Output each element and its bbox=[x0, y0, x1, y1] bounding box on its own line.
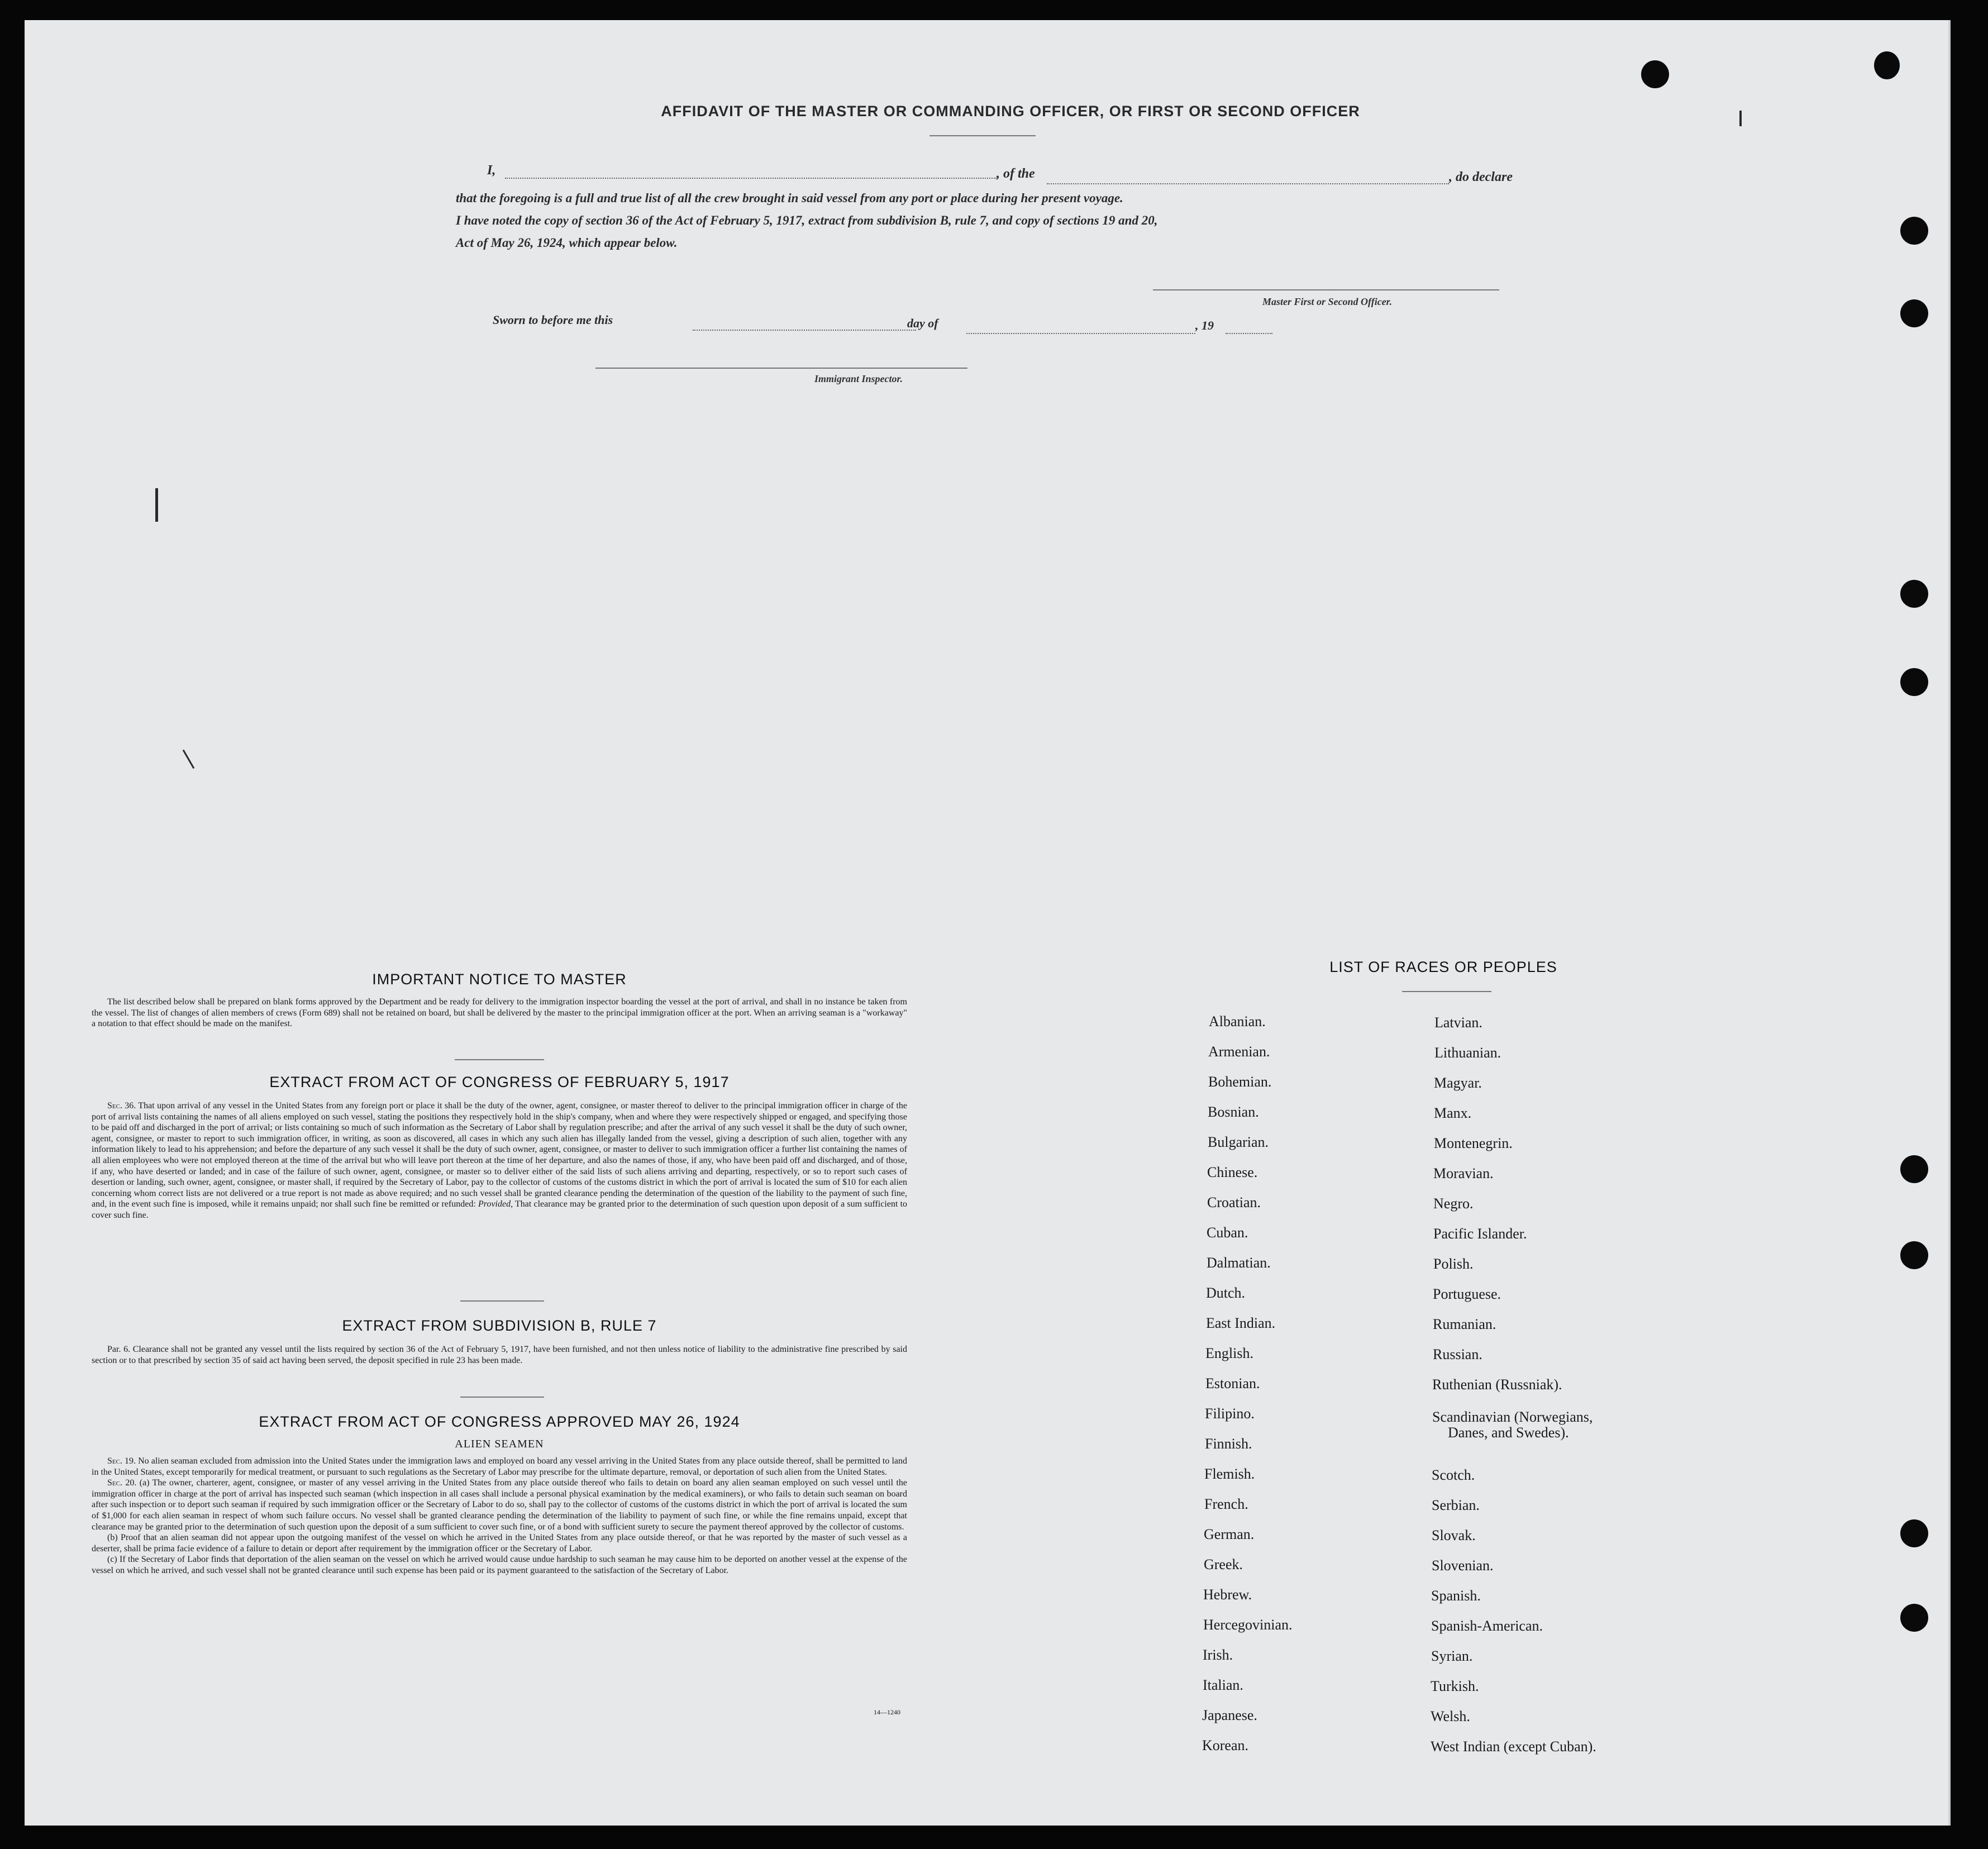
race-left-item: Japanese. bbox=[1202, 1707, 1257, 1723]
race-right-item: Portuguese. bbox=[1433, 1286, 1501, 1302]
alien-seamen-subtitle: ALIEN SEAMEN bbox=[455, 1438, 544, 1450]
race-left-item: Finnish. bbox=[1205, 1436, 1252, 1452]
sworn-label: Sworn to before me this bbox=[493, 313, 613, 327]
extract-1917-body bbox=[92, 1100, 907, 1221]
race-right-item: Serbian. bbox=[1432, 1497, 1480, 1513]
notice-body bbox=[92, 997, 907, 1030]
race-left-item: Bosnian. bbox=[1208, 1104, 1259, 1120]
document-sheet bbox=[25, 20, 1951, 1826]
race-left-item: Croatian. bbox=[1207, 1194, 1261, 1211]
sec-20-label: Sec. 20. bbox=[107, 1478, 137, 1488]
race-left-item: English. bbox=[1205, 1345, 1253, 1361]
rule-7-body bbox=[92, 1344, 907, 1366]
race-right-item: Pacific Islander. bbox=[1433, 1226, 1527, 1242]
race-left-item: Filipino. bbox=[1205, 1405, 1255, 1422]
notice-divider bbox=[455, 1059, 544, 1060]
rule-7-divider bbox=[460, 1397, 544, 1398]
day-of-label: day of bbox=[907, 316, 938, 330]
race-right-item: Lithuanian. bbox=[1434, 1045, 1501, 1061]
race-left-item: Hebrew. bbox=[1203, 1586, 1252, 1603]
proviso-rest: That clearance may be granted prior to the determination of such question upon deposit of a sum sufficient to cover such fine. bbox=[92, 1199, 908, 1220]
punch-hole bbox=[1900, 1155, 1928, 1183]
stray-mark bbox=[155, 488, 158, 522]
race-left-item: Bohemian. bbox=[1208, 1074, 1272, 1090]
race-right-item: Slovenian. bbox=[1432, 1557, 1494, 1574]
punch-hole bbox=[1900, 1519, 1928, 1547]
affidavit-i: I, bbox=[487, 163, 496, 178]
sec-36-label: Sec. 36. bbox=[107, 1101, 136, 1111]
name-blank[interactable] bbox=[505, 178, 997, 179]
race-left-item: Irish. bbox=[1203, 1647, 1233, 1663]
race-right-item: Scotch. bbox=[1432, 1467, 1475, 1483]
race-right-item: Negro. bbox=[1433, 1195, 1474, 1212]
race-left-item: French. bbox=[1204, 1496, 1248, 1512]
race-left-item: Dalmatian. bbox=[1207, 1255, 1271, 1271]
inspector-label: Immigrant Inspector. bbox=[814, 373, 903, 384]
race-right-item: Magyar. bbox=[1434, 1075, 1482, 1091]
race-right-item: Latvian. bbox=[1434, 1014, 1482, 1031]
race-right-item: West Indian (except Cuban). bbox=[1431, 1738, 1596, 1755]
race-right-item: Ruthenian (Russniak). bbox=[1432, 1376, 1562, 1393]
punch-hole bbox=[1900, 1241, 1928, 1269]
race-left-item: Bulgarian. bbox=[1208, 1134, 1269, 1150]
race-right-item: Danes, and Swedes). bbox=[1448, 1424, 1569, 1441]
race-right-item: Spanish-American. bbox=[1431, 1618, 1543, 1634]
inspector-signature-line[interactable] bbox=[595, 368, 967, 369]
extract-1917-title: EXTRACT FROM ACT OF CONGRESS OF FEBRUARY 5, 1917 bbox=[269, 1074, 730, 1090]
race-left-item: Armenian. bbox=[1208, 1043, 1270, 1060]
year-prefix: , 19 bbox=[1195, 318, 1214, 332]
race-right-item: Montenegrin. bbox=[1434, 1135, 1513, 1151]
master-signature-label: Master First or Second Officer. bbox=[1262, 296, 1393, 307]
stray-mark bbox=[1739, 111, 1742, 126]
sworn-month-blank[interactable] bbox=[966, 333, 1195, 334]
master-signature-line[interactable] bbox=[1153, 289, 1499, 290]
rule-7-text: Par. 6. Clearance shall not be granted any vessel until the lists required by section 36 of the Act of February 5, 1917, have been furnished, and not then unless notice of liability to the administrative fine prescribed by said section or to that prescribed by section 35 of said act having been served, the deposit specified in rule 23 has been made. bbox=[92, 1345, 907, 1365]
sec-36-text bbox=[92, 1100, 907, 1221]
sworn-day-blank[interactable] bbox=[693, 330, 916, 331]
sec-20a-body: (a) The owner, charterer, agent, consignee, or master of any vessel arriving in the United States from any place outside thereof who fails to detain on board any alien seaman employed on such vessel until the immigration officer in charge at the port of arrival has inspected such seaman (which inspection in all cases shall include a personal physical examination by the medical examiners), or who fails to detain such seaman on board after such inspection or to deport such seaman if required by such immigration officer or the Secretary of Labor to do so, shall pay to the collector of customs of the customs district in which the port of arrival is located the sum of $1,000 for each alien seaman in respect of whom such failure occurs. No vessel shall be granted clearance pending the determination of the liability to payment of such fine, or while the fine remains unpaid, except that clearance may be granted prior to the determination of such question upon the deposit of a sum sufficient to cover such fine, or of a bond with sufficient surety to secure the payment thereof approved by the collector of customs. bbox=[92, 1478, 908, 1532]
race-right-item: Turkish. bbox=[1431, 1678, 1479, 1694]
race-left-item: Dutch. bbox=[1206, 1285, 1246, 1301]
race-right-item: Slovak. bbox=[1432, 1527, 1476, 1543]
punch-hole bbox=[1900, 299, 1928, 327]
race-right-item: Russian. bbox=[1433, 1346, 1482, 1362]
race-left-item: Flemish. bbox=[1204, 1466, 1255, 1482]
extract-1924-title: EXTRACT FROM ACT OF CONGRESS APPROVED MAY 26, 1924 bbox=[259, 1413, 740, 1430]
punch-hole bbox=[1874, 51, 1900, 79]
race-right-item: Rumanian. bbox=[1433, 1316, 1496, 1332]
affidavit-line-4: Act of May 26, 1924, which appear below. bbox=[456, 236, 678, 250]
race-left-item: East Indian. bbox=[1206, 1315, 1276, 1331]
race-left-item: Italian. bbox=[1203, 1677, 1243, 1693]
notice-text: The list described below shall be prepared on blank forms approved by the Department and be ready for delivery to the immigration inspector boarding the vessel at the port of arrival, and shall in no instance be taken from the vessel. The list of changes of alien members of crews (Form 689) shall not be retained on board, but shall be delivered by the master to the principal immigration officer at the port. When an arriving seaman is a "workaway" a notation to that effect should be made on the manifest. bbox=[92, 997, 907, 1029]
race-left-item: Korean. bbox=[1202, 1737, 1249, 1753]
extract-1924-body bbox=[92, 1456, 907, 1576]
sec-19-text bbox=[92, 1456, 907, 1478]
affidavit-of-the: , of the bbox=[997, 166, 1035, 181]
race-left-item: Hercegovinian. bbox=[1203, 1617, 1293, 1633]
sec-19-label: Sec. 19. bbox=[107, 1456, 136, 1466]
sec-36-body: That upon arrival of any vessel in the United States from any foreign port or place it shall be the duty of the owner, agent, consignee, or master thereof to deliver to the principal immigration officer in charge of the port of arrival lists containing the names of all aliens employed on such vessel, stating the positions they respectively hold in the ship's company, when and where they were respectively shipped or engaged, and specifying those to be paid off and discharged in the port of arrival; or lists containing so much of such information as the Secretary of Labor shall by regulation prescribe; and after the arrival of any such vessel it shall be the duty of such owner, agent, consignee, or master to report to such immigration officer, in writing, as soon as discovered, all cases in which any such alien has illegally landed from the vessel, giving a description of such alien, together with any information likely to lead to his apprehension; and before the departure of any such vessel it shall be the duty of such owner, agent, consignee, or master to deliver to such immigration officer a further list containing the names of all alien employees who were not employed thereon at the time of the arrival but who will leave port thereon at the time of her departure, and also the names of those, if any, who have been paid off and discharged, and of those, if any, who have deserted or landed; and in case of the failure of such owner, agent, consignee, or master so to deliver either of the said lists of such aliens arriving and departing, respectively, or so to report such cases of desertion or landing, such owner, agent, consignee, or master shall, if required by the Secretary of Labor, pay to the collector of customs of the customs district in which the port of arrival is located the sum of $10 for each alien concerning whom correct lists are not delivered or a true report is not made as above required; and no such vessel shall be granted clearance pending the determination of the question of the liability to the payment of such fine, and, in the event such fine is imposed, while it remains unpaid; nor shall such fine be remitted or refunded: bbox=[92, 1101, 907, 1209]
sworn-year-blank[interactable] bbox=[1226, 333, 1272, 334]
race-left-item: Chinese. bbox=[1207, 1164, 1258, 1180]
rule-7-title: EXTRACT FROM SUBDIVISION B, RULE 7 bbox=[342, 1317, 657, 1334]
notice-title: IMPORTANT NOTICE TO MASTER bbox=[372, 971, 627, 988]
punch-hole bbox=[1900, 580, 1928, 608]
race-right-item: Polish. bbox=[1433, 1256, 1474, 1272]
affidavit-title: AFFIDAVIT OF THE MASTER OR COMMANDING OFFICER, OR FIRST OR SECOND OFFICER bbox=[661, 103, 1360, 120]
sec-20b-text: (b) Proof that an alien seaman did not appear upon the outgoing manifest of the vessel on which he arrived in the United States from any place outside thereof, or that he was reported by the master of such vessel as a deserter, shall be prima facie evidence of a failure to detain or deport after requirement by the immigration officer or the Secretary of Labor. bbox=[92, 1533, 907, 1553]
race-left-item: Cuban. bbox=[1207, 1224, 1248, 1241]
race-right-item: Moravian. bbox=[1433, 1165, 1494, 1181]
race-right-item: Spanish. bbox=[1431, 1588, 1481, 1604]
race-left-item: Estonian. bbox=[1205, 1375, 1260, 1391]
punch-hole bbox=[1900, 217, 1928, 245]
form-number: 14—1240 bbox=[874, 1708, 900, 1716]
races-title: LIST OF RACES OR PEOPLES bbox=[1329, 959, 1557, 975]
stray-mark bbox=[183, 750, 195, 769]
sec-20a-text bbox=[92, 1478, 907, 1532]
title-divider bbox=[929, 135, 1036, 136]
affidavit-line-3: I have noted the copy of section 36 of the Act of February 5, 1917, extract from subdivision B, rule 7, and copy of sections 19 and 20, bbox=[456, 213, 1158, 227]
affidavit-do-declare: , do declare bbox=[1449, 170, 1513, 184]
race-left-item: Greek. bbox=[1204, 1556, 1243, 1572]
punch-hole bbox=[1641, 60, 1669, 88]
punch-hole bbox=[1900, 668, 1928, 696]
race-left-item: German. bbox=[1204, 1526, 1255, 1542]
races-divider bbox=[1402, 991, 1491, 992]
race-right-item: Welsh. bbox=[1431, 1708, 1470, 1724]
punch-hole bbox=[1900, 1604, 1928, 1632]
race-right-item: Scandinavian (Norwegians, bbox=[1432, 1409, 1593, 1425]
proviso-word: Provided, bbox=[478, 1199, 513, 1209]
race-left-item: Albanian. bbox=[1209, 1013, 1266, 1030]
sec-20c-text: (c) If the Secretary of Labor finds that deportation of the alien seaman on the vessel on which he arrived would cause undue hardship to such seaman he may cause him to be deported on another vessel at the expense of the vessel on which he arrived, and such vessel shall not be granted clearance until such expense has been paid or its payment guaranteed to the satisfaction of the Secretary of Labor. bbox=[92, 1555, 907, 1575]
sec-19-body: No alien seaman excluded from admission into the United States under the immigration laws and employed on board any vessel arriving in the United States from any place outside thereof, shall be permitted to land in the United States, except temporarily for medical treatment, or pursuant to such regulations as the Secretary of Labor may prescribe for the ultimate departure, removal, or deportation of such alien from the United States. bbox=[92, 1456, 907, 1477]
race-right-item: Manx. bbox=[1434, 1105, 1472, 1121]
race-right-item: Syrian. bbox=[1431, 1648, 1473, 1664]
affidavit-line-2: that the foregoing is a full and true list of all the crew brought in said vessel from any port or place during her present voyage. bbox=[456, 191, 1123, 205]
vessel-blank[interactable] bbox=[1047, 183, 1449, 184]
extract-1917-divider bbox=[460, 1300, 544, 1302]
